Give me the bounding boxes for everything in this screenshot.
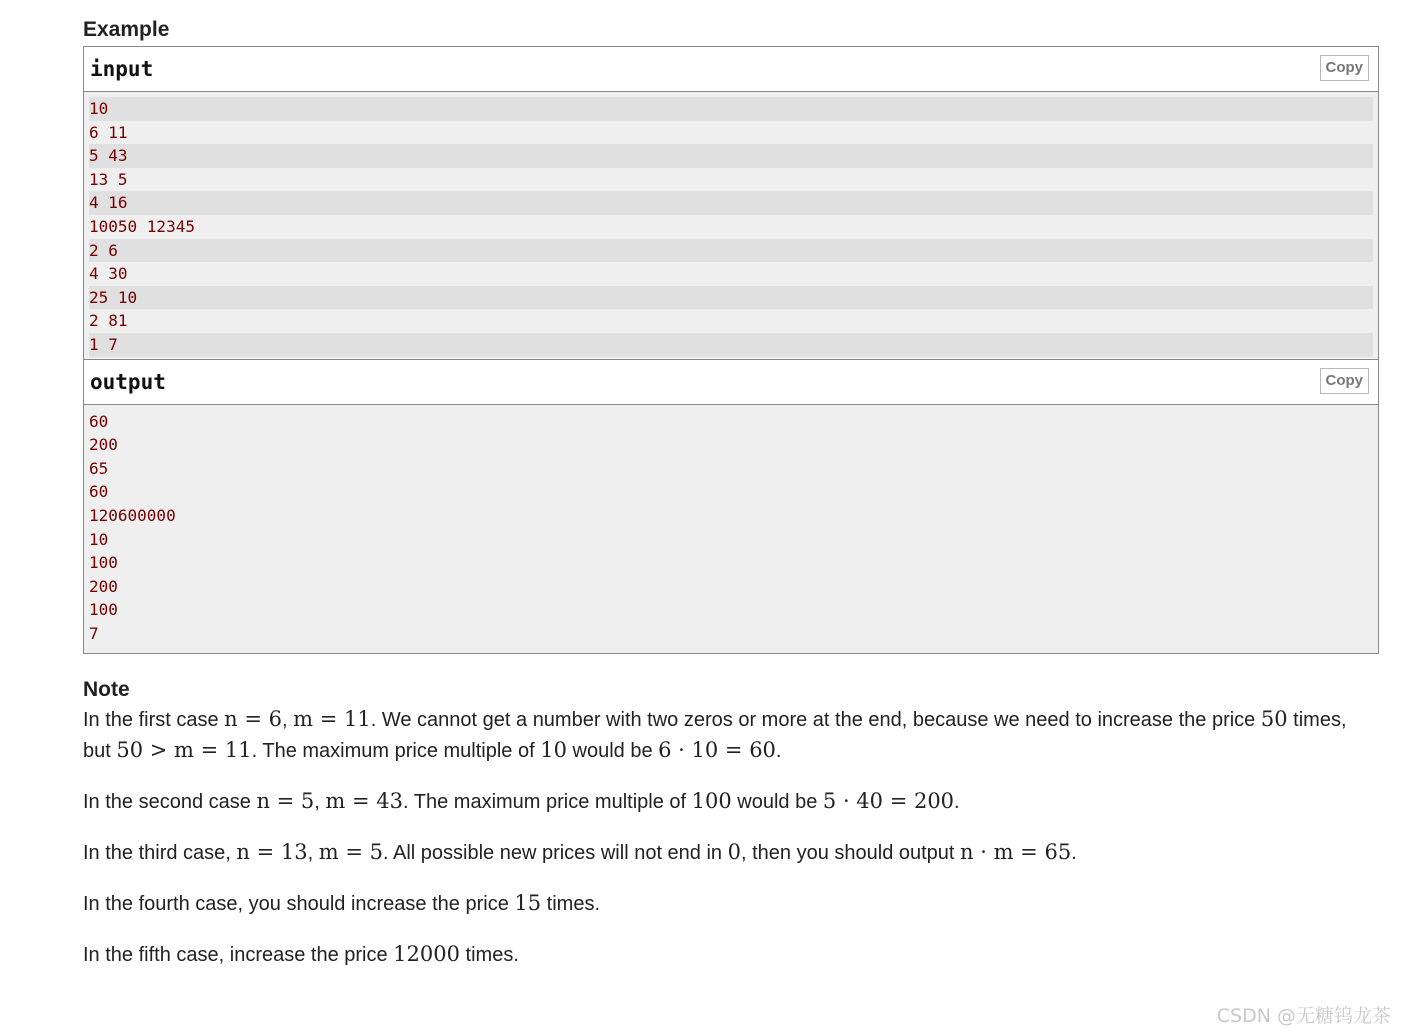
input-line: 2 81 bbox=[89, 311, 128, 331]
input-line: 10050 12345 bbox=[89, 216, 195, 236]
math-expression: m = 11 bbox=[293, 707, 371, 732]
math-expression: 5 · 40 = 200 bbox=[822, 789, 955, 814]
output-line: 60 bbox=[89, 482, 109, 502]
input-line: 13 5 bbox=[89, 169, 128, 189]
math-expression: 50 > m = 11 bbox=[116, 738, 252, 763]
input-line: 1 7 bbox=[89, 333, 1373, 357]
note-heading: Note bbox=[83, 678, 130, 702]
input-line: 5 43 bbox=[89, 144, 1373, 168]
math-expression: 100 bbox=[691, 789, 732, 814]
input-block[interactable] bbox=[84, 92, 1378, 360]
input-line: 10 bbox=[89, 97, 1373, 121]
output-line: 100 bbox=[89, 553, 118, 573]
math-expression: 12000 bbox=[393, 942, 460, 967]
output-line: 120600000 bbox=[89, 505, 176, 525]
output-line: 100 bbox=[89, 600, 118, 620]
math-expression: n · m = 65 bbox=[960, 840, 1072, 865]
copy-input-button[interactable]: Copy bbox=[1320, 55, 1370, 81]
output-line: 200 bbox=[89, 576, 118, 596]
input-header bbox=[84, 47, 1378, 92]
output-line: 200 bbox=[89, 435, 118, 455]
output-line: 65 bbox=[89, 458, 109, 478]
output-header bbox=[84, 360, 1378, 405]
copy-output-button[interactable]: Copy bbox=[1320, 368, 1370, 394]
note-paragraph-3: In the third case, n = 13, m = 5. All possible new prices will not end in 0, then you should output n · m = 65. bbox=[83, 840, 1077, 865]
input-line: 2 6 bbox=[89, 239, 1373, 263]
csdn-watermark: CSDN @无糖钨龙茶 bbox=[1216, 1005, 1391, 1027]
input-title: input bbox=[90, 57, 154, 81]
output-block[interactable] bbox=[84, 405, 1378, 654]
output-line: 7 bbox=[89, 623, 99, 643]
input-line: 4 30 bbox=[89, 264, 128, 284]
math-expression: n = 6 bbox=[224, 707, 283, 732]
math-expression: m = 5 bbox=[318, 840, 383, 865]
note-paragraph-4: In the fourth case, you should increase the price 15 times. bbox=[83, 891, 601, 916]
math-expression: n = 5 bbox=[256, 789, 315, 814]
math-expression: m = 43 bbox=[325, 789, 404, 814]
math-expression: n = 13 bbox=[236, 840, 308, 865]
note-paragraph-1: In the first case n = 6, m = 11. We cannot get a number with two zeros or more at the end, because we need to increase the price 50 times, but 50 > m = 11. The maximum price multiple of 10 would be 6 · 10 = 60. bbox=[83, 707, 1347, 763]
math-expression: 50 bbox=[1260, 707, 1288, 732]
output-line: 10 bbox=[89, 529, 109, 549]
input-line: 25 10 bbox=[89, 286, 1373, 310]
input-line: 6 11 bbox=[89, 122, 128, 142]
note-paragraph-5: In the fifth case, increase the price 12000 times. bbox=[83, 942, 519, 967]
math-expression: 0 bbox=[727, 840, 741, 865]
sample-test bbox=[83, 46, 1379, 654]
math-expression: 10 bbox=[540, 738, 567, 763]
note-section bbox=[83, 676, 1379, 970]
math-expression: 6 · 10 = 60 bbox=[658, 738, 776, 763]
input-line: 4 16 bbox=[89, 191, 1373, 215]
problem-page bbox=[83, 16, 1379, 990]
note-paragraph-2: In the second case n = 5, m = 43. The maximum price multiple of 100 would be 5 · 40 = 200. bbox=[83, 789, 960, 814]
output-line: 60 bbox=[89, 411, 109, 431]
output-title: output bbox=[90, 369, 166, 394]
example-heading: Example bbox=[83, 18, 170, 41]
math-expression: 15 bbox=[514, 891, 542, 916]
